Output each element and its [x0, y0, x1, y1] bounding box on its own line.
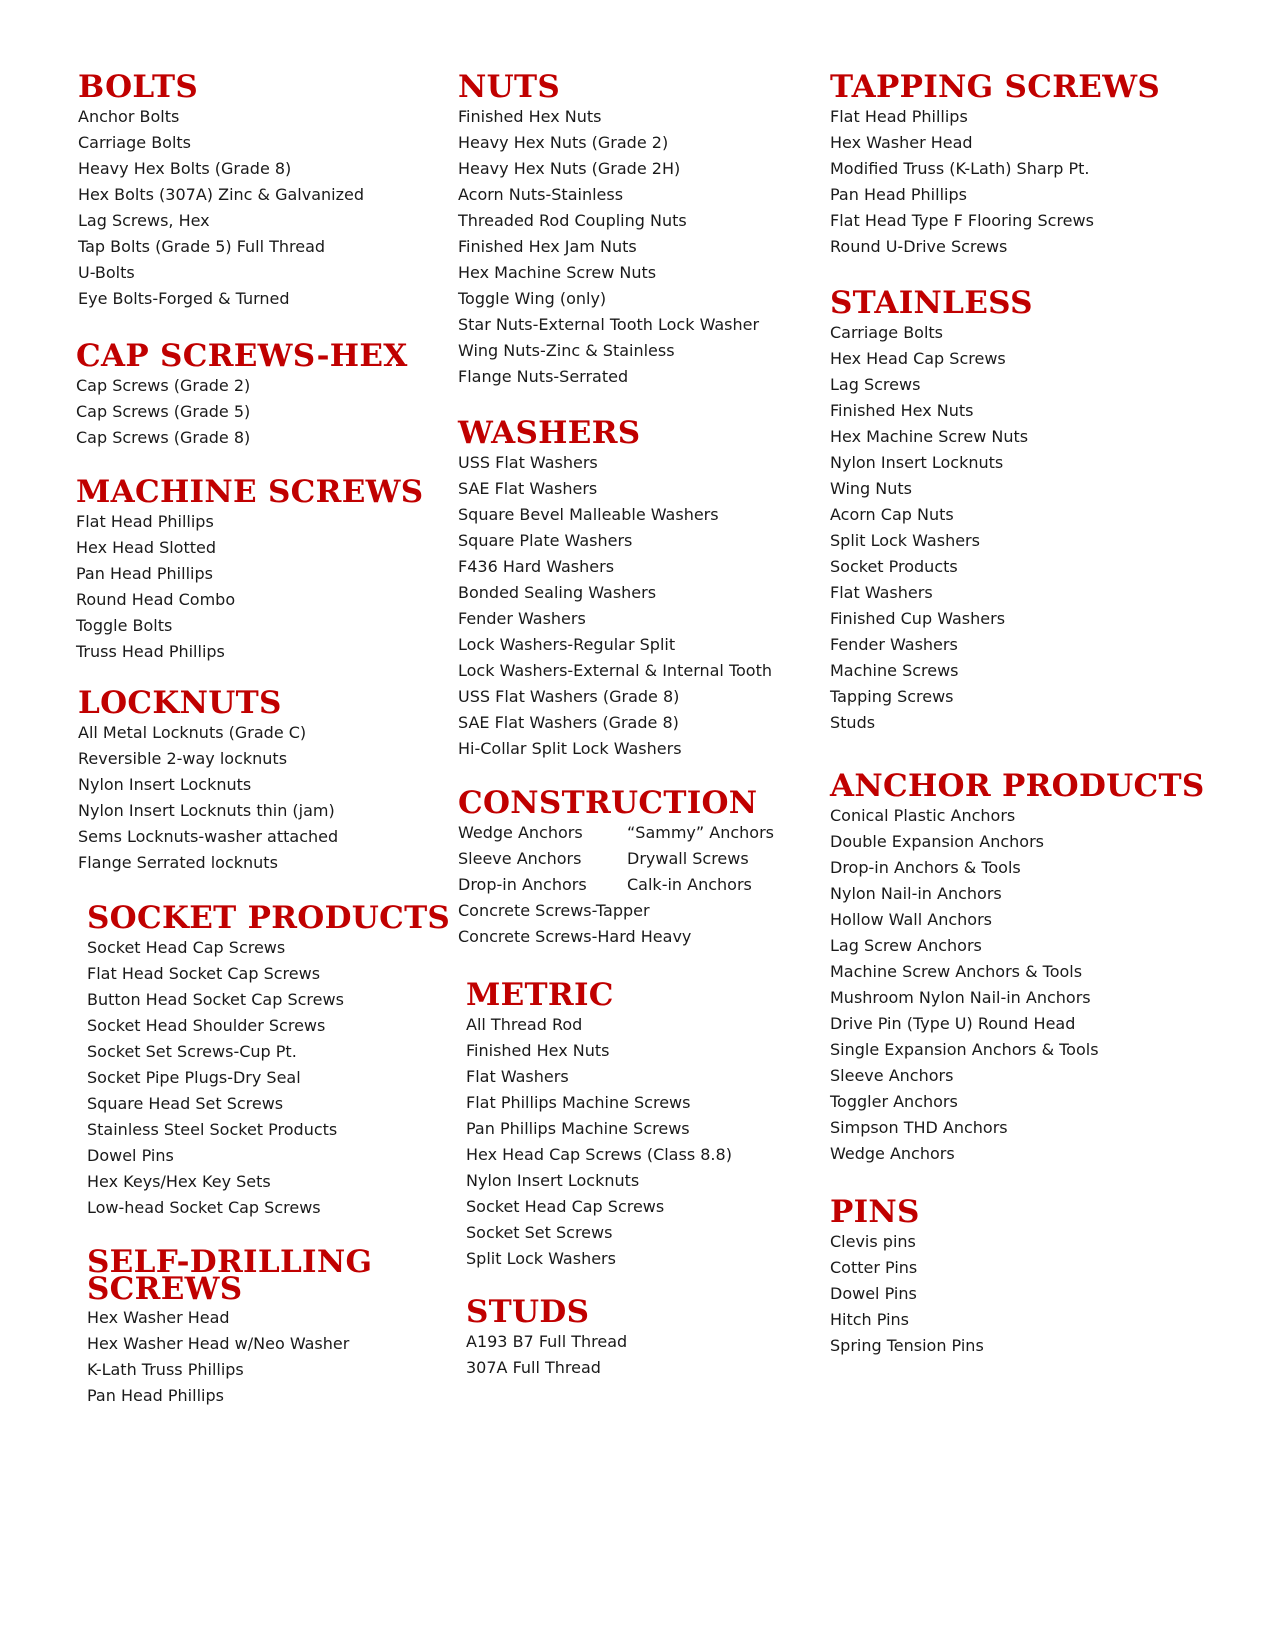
list-item: Toggler Anchors [830, 1092, 958, 1111]
section-locknuts [78, 685, 339, 876]
section-cap-screws-hex [76, 338, 408, 451]
list-item: Dowel Pins [830, 1284, 917, 1303]
list-item: Dowel Pins [87, 1146, 174, 1165]
list-item: 307A Full Thread [466, 1358, 601, 1377]
list-item: Socket Products [830, 557, 958, 576]
list-item: Hex Machine Screw Nuts [830, 427, 1029, 446]
list-item: Truss Head Phillips [76, 642, 225, 661]
list-item: Button Head Socket Cap Screws [87, 990, 344, 1009]
list-item: Cotter Pins [830, 1258, 918, 1277]
item-list [458, 104, 759, 390]
section-socket-products [87, 900, 451, 1221]
list-item: Threaded Rod Coupling Nuts [458, 211, 687, 230]
list-item: Machine Screw Anchors & Tools [830, 962, 1083, 981]
list-item: Nylon Nail-in Anchors [830, 884, 1002, 903]
list-item-text: Drywall Screws [627, 849, 749, 868]
section-anchor-products [830, 768, 1205, 1167]
list-item: Reversible 2-way locknuts [78, 749, 288, 768]
item-list [466, 1329, 627, 1381]
item-list [78, 720, 338, 876]
list-item: Low-head Socket Cap Screws [87, 1198, 321, 1217]
item-list [87, 1305, 372, 1409]
list-item: Modified Truss (K-Lath) Sharp Pt. [830, 159, 1090, 178]
list-item: All Metal Locknuts (Grade C) [78, 723, 307, 742]
list-item: Sleeve Anchors [830, 1066, 954, 1085]
list-item: K-Lath Truss Phillips [87, 1360, 244, 1379]
list-item: Stainless Steel Socket Products [87, 1120, 338, 1139]
list-item: Simpson THD Anchors [830, 1118, 1008, 1137]
list-item: Hex Keys/Hex Key Sets [87, 1172, 271, 1191]
section-studs [466, 1294, 628, 1381]
list-item: Socket Set Screws [466, 1223, 613, 1242]
list-item: USS Flat Washers [458, 453, 598, 472]
section-pins [830, 1194, 984, 1359]
section-stainless [830, 285, 1033, 736]
list-item: Square Head Set Screws [87, 1094, 284, 1113]
list-item: Drive Pin (Type U) Round Head [830, 1014, 1076, 1033]
list-item: Cap Screws (Grade 8) [76, 428, 251, 447]
item-list [458, 450, 772, 762]
list-item: Drop-in Anchors & Tools [830, 858, 1021, 877]
list-item: Spring Tension Pins [830, 1336, 984, 1355]
list-item: Hex Head Cap Screws [830, 349, 1006, 368]
section-bolts [78, 69, 365, 312]
section-title-construction: CONSTRUCTION [458, 785, 758, 821]
list-item: Heavy Hex Nuts (Grade 2) [458, 133, 669, 152]
list-item: Hex Washer Head [87, 1308, 230, 1327]
list-item: Double Expansion Anchors [830, 832, 1044, 851]
section-nuts [458, 69, 760, 390]
list-item: U-Bolts [78, 263, 135, 282]
list-item: Pan Phillips Machine Screws [466, 1119, 690, 1138]
item-list [830, 803, 1205, 1167]
item-list [830, 1229, 984, 1359]
title-line-2: SCREWS [87, 1271, 243, 1307]
list-item: Concrete Screws-Tapper [458, 901, 650, 920]
section-title-nuts: NUTS [458, 69, 561, 105]
list-item: Lag Screw Anchors [830, 936, 982, 955]
list-item-text: Wedge Anchors [458, 823, 583, 842]
list-item: Mushroom Nylon Nail-in Anchors [830, 988, 1091, 1007]
list-item: Square Plate Washers [458, 531, 633, 550]
list-item: Wedge Anchors [830, 1144, 955, 1163]
list-item: Hex Head Slotted [76, 538, 217, 557]
list-item: Flat Head Socket Cap Screws [87, 964, 321, 983]
list-item: Sems Locknuts-washer attached [78, 827, 339, 846]
list-item: Conical Plastic Anchors [830, 806, 1016, 825]
list-item: Toggle Bolts [76, 616, 173, 635]
item-list [458, 898, 774, 950]
list-item: Flat Head Phillips [76, 512, 214, 531]
list-item: Round U-Drive Screws [830, 237, 1008, 256]
list-item: Socket Head Cap Screws [466, 1197, 665, 1216]
section-title-anchor-products: ANCHOR PRODUCTS [830, 768, 1205, 804]
list-item: Flange Serrated locknuts [78, 853, 278, 872]
item-list [87, 935, 450, 1221]
list-item: A193 B7 Full Thread [466, 1332, 628, 1351]
list-item: Flat Washers [466, 1067, 569, 1086]
item-list [466, 1012, 732, 1272]
list-item: Round Head Combo [76, 590, 236, 609]
list-item: Bonded Sealing Washers [458, 583, 657, 602]
list-item-text: Calk-in Anchors [627, 875, 752, 894]
list-item: Hex Washer Head w/Neo Washer [87, 1334, 350, 1353]
list-item: Flat Head Phillips [830, 107, 968, 126]
section-title-tapping-screws: TAPPING SCREWS [830, 69, 1161, 105]
list-item: Hi-Collar Split Lock Washers [458, 739, 682, 758]
list-item: Pan Head Phillips [830, 185, 967, 204]
list-item: Cap Screws (Grade 2) [76, 376, 251, 395]
section-construction [458, 785, 774, 950]
list-item: Split Lock Washers [466, 1249, 616, 1268]
list-item: Nylon Insert Locknuts [78, 775, 252, 794]
list-item: SAE Flat Washers [458, 479, 598, 498]
list-item: Single Expansion Anchors & Tools [830, 1040, 1099, 1059]
list-item: Socket Pipe Plugs-Dry Seal [87, 1068, 301, 1087]
list-item: Hollow Wall Anchors [830, 910, 992, 929]
list-item: All Thread Rod [466, 1015, 583, 1034]
list-item: Finished Hex Nuts [830, 401, 974, 420]
list-item: Hex Head Cap Screws (Class 8.8) [466, 1145, 732, 1164]
section-title-cap-screws-hex: CAP SCREWS-HEX [76, 338, 408, 374]
section-metric [466, 977, 732, 1272]
list-item: Pan Head Phillips [76, 564, 213, 583]
list-item: Lock Washers-Regular Split [458, 635, 676, 654]
list-item: Carriage Bolts [830, 323, 944, 342]
list-item: Star Nuts-External Tooth Lock Washer [458, 315, 760, 334]
list-item: Heavy Hex Nuts (Grade 2H) [458, 159, 681, 178]
list-item: Machine Screws [830, 661, 959, 680]
list-item: Wing Nuts-Zinc & Stainless [458, 341, 675, 360]
list-item: Nylon Insert Locknuts [830, 453, 1004, 472]
list-item: Studs [830, 713, 876, 732]
section-title-washers: WASHERS [458, 415, 641, 451]
title-line-1: SELF-DRILLING [87, 1244, 373, 1280]
list-item: Concrete Screws-Hard Heavy [458, 927, 692, 946]
list-item: Finished Hex Nuts [458, 107, 602, 126]
list-item: Finished Hex Jam Nuts [458, 237, 637, 256]
section-washers [458, 415, 773, 762]
list-item: Fender Washers [830, 635, 958, 654]
list-item: Tapping Screws [830, 687, 954, 706]
list-item: Cap Screws (Grade 5) [76, 402, 251, 421]
list-item [458, 846, 774, 872]
list-item: Square Bevel Malleable Washers [458, 505, 719, 524]
item-list [76, 509, 423, 665]
list-item: Finished Cup Washers [830, 609, 1006, 628]
list-item: Lock Washers-External & Internal Tooth [458, 661, 773, 680]
section-title-locknuts: LOCKNUTS [78, 685, 282, 721]
list-item: Anchor Bolts [78, 107, 180, 126]
item-list [458, 820, 774, 898]
list-item: Acorn Nuts-Stainless [458, 185, 624, 204]
section-title-stainless: STAINLESS [830, 285, 1033, 321]
list-item: Flat Washers [830, 583, 933, 602]
list-item: Clevis pins [830, 1232, 916, 1251]
list-item: USS Flat Washers (Grade 8) [458, 687, 680, 706]
list-item: Toggle Wing (only) [458, 289, 607, 308]
list-item: Flat Head Type F Flooring Screws [830, 211, 1094, 230]
list-item: Split Lock Washers [830, 531, 980, 550]
list-item: Tap Bolts (Grade 5) Full Thread [78, 237, 326, 256]
section-self-drilling-screws [87, 1244, 373, 1409]
section-title-studs: STUDS [466, 1294, 590, 1330]
section-title-self-drilling-screws [87, 1244, 373, 1307]
list-item-text: Drop-in Anchors [458, 875, 587, 894]
section-title-pins: PINS [830, 1194, 920, 1230]
list-item: Socket Head Shoulder Screws [87, 1016, 326, 1035]
list-item: Lag Screws [830, 375, 921, 394]
section-title-bolts: BOLTS [78, 69, 199, 105]
list-item: Hex Machine Screw Nuts [458, 263, 657, 282]
list-item: Nylon Insert Locknuts [466, 1171, 640, 1190]
list-item: Acorn Cap Nuts [830, 505, 954, 524]
list-item: Finished Hex Nuts [466, 1041, 610, 1060]
item-list [76, 373, 408, 451]
list-item: Hitch Pins [830, 1310, 909, 1329]
list-item: Flat Phillips Machine Screws [466, 1093, 691, 1112]
list-item-text: “Sammy” Anchors [627, 823, 774, 842]
item-list [830, 104, 1160, 260]
list-item: Lag Screws, Hex [78, 211, 210, 230]
list-item: Hex Washer Head [830, 133, 973, 152]
list-item: Carriage Bolts [78, 133, 192, 152]
list-item-text: Sleeve Anchors [458, 849, 582, 868]
list-item: Socket Head Cap Screws [87, 938, 286, 957]
list-item: Hex Bolts (307A) Zinc & Galvanized [78, 185, 365, 204]
section-tapping-screws [830, 69, 1161, 260]
list-item [458, 872, 774, 898]
list-item: Heavy Hex Bolts (Grade 8) [78, 159, 292, 178]
list-item: Pan Head Phillips [87, 1386, 224, 1405]
item-list [830, 320, 1033, 736]
list-item: Socket Set Screws-Cup Pt. [87, 1042, 297, 1061]
list-item: F436 Hard Washers [458, 557, 615, 576]
list-item: Fender Washers [458, 609, 586, 628]
list-item: Nylon Insert Locknuts thin (jam) [78, 801, 335, 820]
list-item [458, 820, 774, 846]
list-item: Flange Nuts-Serrated [458, 367, 629, 386]
section-title-machine-screws: MACHINE SCREWS [76, 474, 424, 510]
list-item: SAE Flat Washers (Grade 8) [458, 713, 679, 732]
section-machine-screws [76, 474, 424, 665]
list-item: Eye Bolts-Forged & Turned [78, 289, 290, 308]
section-title-socket-products: SOCKET PRODUCTS [87, 900, 451, 936]
item-list [78, 104, 364, 312]
list-item: Wing Nuts [830, 479, 913, 498]
section-title-metric: METRIC [466, 977, 614, 1013]
